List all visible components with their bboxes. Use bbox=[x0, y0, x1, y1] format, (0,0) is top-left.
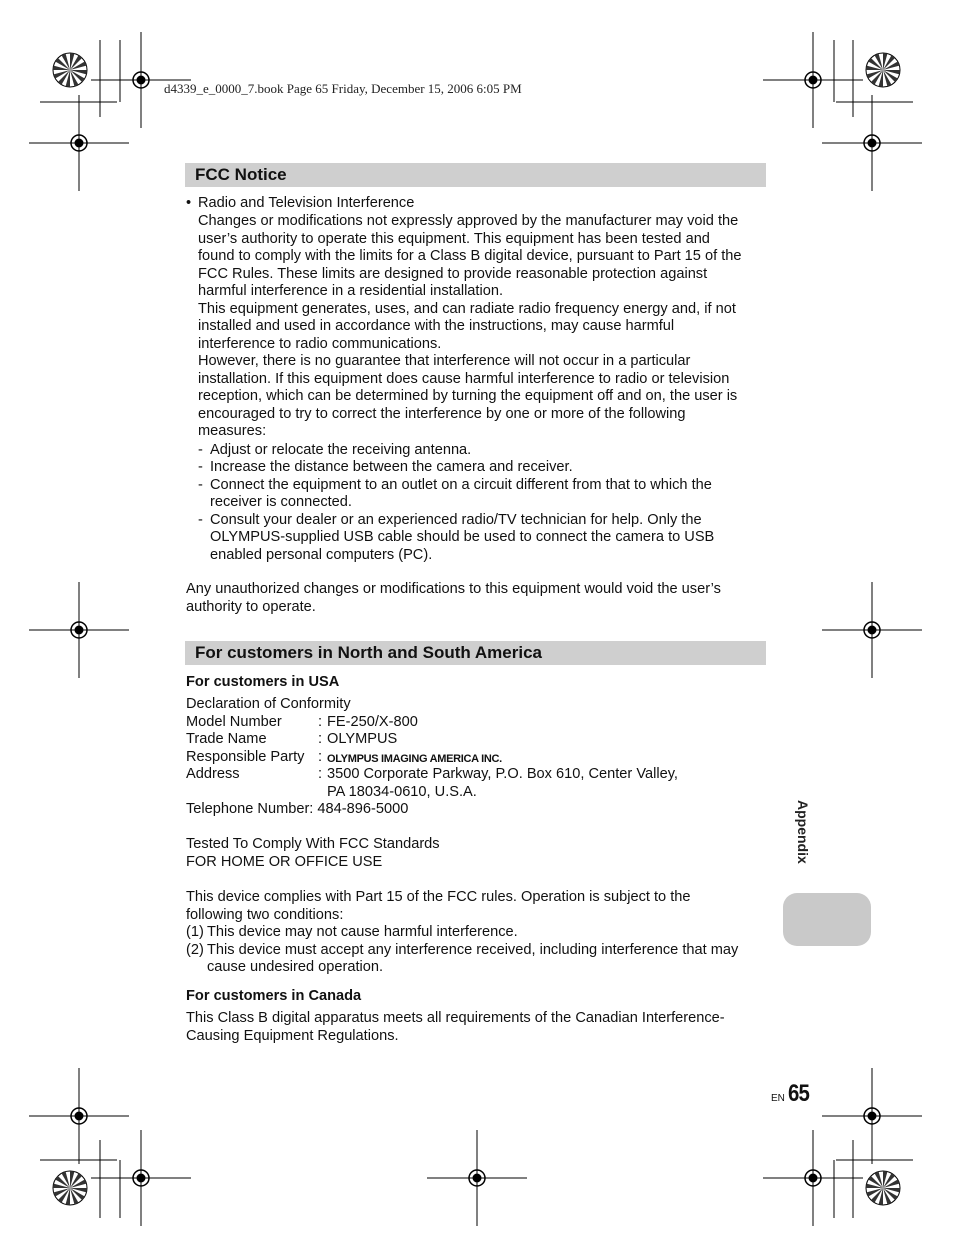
americas-heading-bar bbox=[185, 641, 766, 665]
paragraph-line: installation. If this equipment does cause harmful interference to radio or television bbox=[198, 370, 730, 387]
canada-heading: For customers in Canada bbox=[186, 988, 362, 1004]
measure-item-line: Adjust or relocate the receiving antenna. bbox=[210, 441, 472, 458]
measure-item-line: Connect the equipment to an outlet on a circuit different from that to which the bbox=[210, 476, 712, 493]
field-label: Responsible Party bbox=[186, 748, 305, 765]
measure-item-line: Consult your dealer or an experienced radio/TV technician for help. Only the bbox=[210, 511, 702, 528]
registration-target bbox=[763, 32, 863, 128]
field-separator: : bbox=[318, 766, 323, 782]
color-bar-circle bbox=[53, 1171, 87, 1205]
registration-target bbox=[822, 1068, 922, 1164]
fcc-notice-title: FCC Notice bbox=[195, 165, 287, 184]
appendix-tab bbox=[783, 893, 871, 946]
measure-item-line: OLYMPUS-supplied USB cable should be used to connect the camera to USB bbox=[210, 529, 715, 545]
registration-target bbox=[763, 1130, 863, 1226]
registration-target bbox=[822, 95, 922, 191]
paragraph-line: installed and used in accordance with the instructions, may cause harmful bbox=[198, 318, 675, 334]
measure-item-line: Increase the distance between the camera and receiver. bbox=[210, 459, 573, 475]
registration-target bbox=[91, 32, 191, 128]
tested-line: Tested To Comply With FCC Standards bbox=[186, 836, 440, 852]
condition-line: This device must accept any interference received, including interference that may bbox=[207, 941, 739, 958]
field-value: OLYMPUS IMAGING AMERICA INC. bbox=[327, 752, 502, 765]
paragraph-line: reception, which can be determined by turning the equipment off and on, the user is bbox=[198, 388, 738, 404]
canada-line: Causing Equipment Regulations. bbox=[186, 1027, 399, 1044]
list-dash: - bbox=[198, 476, 203, 493]
color-bar-circle bbox=[866, 1171, 900, 1205]
usa-heading: For customers in USA bbox=[186, 674, 340, 690]
list-dash: - bbox=[198, 511, 203, 528]
paragraph-line: measures: bbox=[198, 423, 267, 439]
americas-title: For customers in North and South America bbox=[195, 643, 542, 662]
paragraph-line: FCC Rules. These limits are designed to provide reasonable protection against bbox=[198, 265, 708, 282]
registration-target bbox=[427, 1130, 527, 1226]
interference-subtitle: Radio and Television Interference bbox=[198, 195, 415, 211]
field-separator: : bbox=[318, 731, 323, 747]
warning-line: authority to operate. bbox=[186, 598, 316, 615]
print-info-header: d4339_e_0000_7.book Page 65 Friday, December 15, 2006 6:05 PM bbox=[164, 81, 522, 96]
page-number: 65 bbox=[788, 1080, 809, 1107]
condition-number: (1) bbox=[186, 924, 204, 940]
bullet: • bbox=[186, 195, 192, 211]
language-code: EN bbox=[771, 1093, 785, 1104]
fcc-notice-heading-bar bbox=[185, 163, 766, 187]
paragraph-line: interference to radio communications. bbox=[198, 335, 442, 352]
list-dash: - bbox=[198, 441, 203, 458]
appendix-tab-label: Appendix bbox=[795, 800, 811, 864]
field-label: Address bbox=[186, 766, 240, 782]
registration-target bbox=[29, 95, 129, 191]
condition-line: cause undesired operation. bbox=[207, 959, 384, 975]
compliance-line: This device complies with Part 15 of the FCC rules. Operation is subject to the bbox=[186, 889, 691, 905]
warning-line: Any unauthorized changes or modifications to this equipment would void the user’s bbox=[186, 581, 721, 597]
list-dash: - bbox=[198, 459, 203, 475]
measure-item-line: enabled personal computers (PC). bbox=[210, 546, 433, 563]
field-label: Trade Name bbox=[186, 731, 267, 747]
field-separator: : bbox=[318, 713, 323, 730]
condition-line: This device may not cause harmful interference. bbox=[207, 924, 518, 940]
compliance-line: following two conditions: bbox=[186, 906, 344, 923]
color-bar-circle bbox=[866, 53, 900, 87]
canada-line: This Class B digital apparatus meets all requirements of the Canadian Interference- bbox=[186, 1010, 725, 1026]
tested-line: FOR HOME OR OFFICE USE bbox=[186, 853, 383, 870]
color-bar-circle bbox=[53, 53, 87, 87]
field-value: 3500 Corporate Parkway, P.O. Box 610, Center Valley, bbox=[327, 766, 678, 782]
paragraph-line: harmful interference in a residential installation. bbox=[198, 283, 504, 299]
registration-target bbox=[29, 1068, 129, 1164]
field-value-continued: PA 18034-0610, U.S.A. bbox=[327, 783, 477, 800]
paragraph-line: This equipment generates, uses, and can radiate radio frequency energy and, if not bbox=[198, 300, 736, 317]
registration-target bbox=[91, 1130, 191, 1226]
field-value: OLYMPUS bbox=[327, 731, 398, 747]
paragraph-line: However, there is no guarantee that interference will not occur in a particular bbox=[198, 353, 691, 369]
declaration-title: Declaration of Conformity bbox=[186, 696, 351, 712]
condition-number: (2) bbox=[186, 941, 204, 958]
measure-item-line: receiver is connected. bbox=[210, 494, 352, 510]
telephone-number: Telephone Number: 484-896-5000 bbox=[186, 801, 409, 817]
field-label: Model Number bbox=[186, 713, 282, 730]
field-value: FE-250/X-800 bbox=[327, 713, 418, 730]
registration-target bbox=[29, 582, 129, 678]
registration-target bbox=[822, 582, 922, 678]
field-separator: : bbox=[318, 748, 323, 765]
paragraph-line: found to comply with the limits for a Class B digital device, pursuant to Part 15 of the bbox=[198, 248, 742, 264]
paragraph-line: user’s authority to operate this equipment. This equipment has been tested and bbox=[198, 230, 710, 247]
paragraph-line: Changes or modifications not expressly approved by the manufacturer may void the bbox=[198, 213, 739, 229]
paragraph-line: encouraged to try to correct the interference by one or more of the following bbox=[198, 405, 686, 422]
